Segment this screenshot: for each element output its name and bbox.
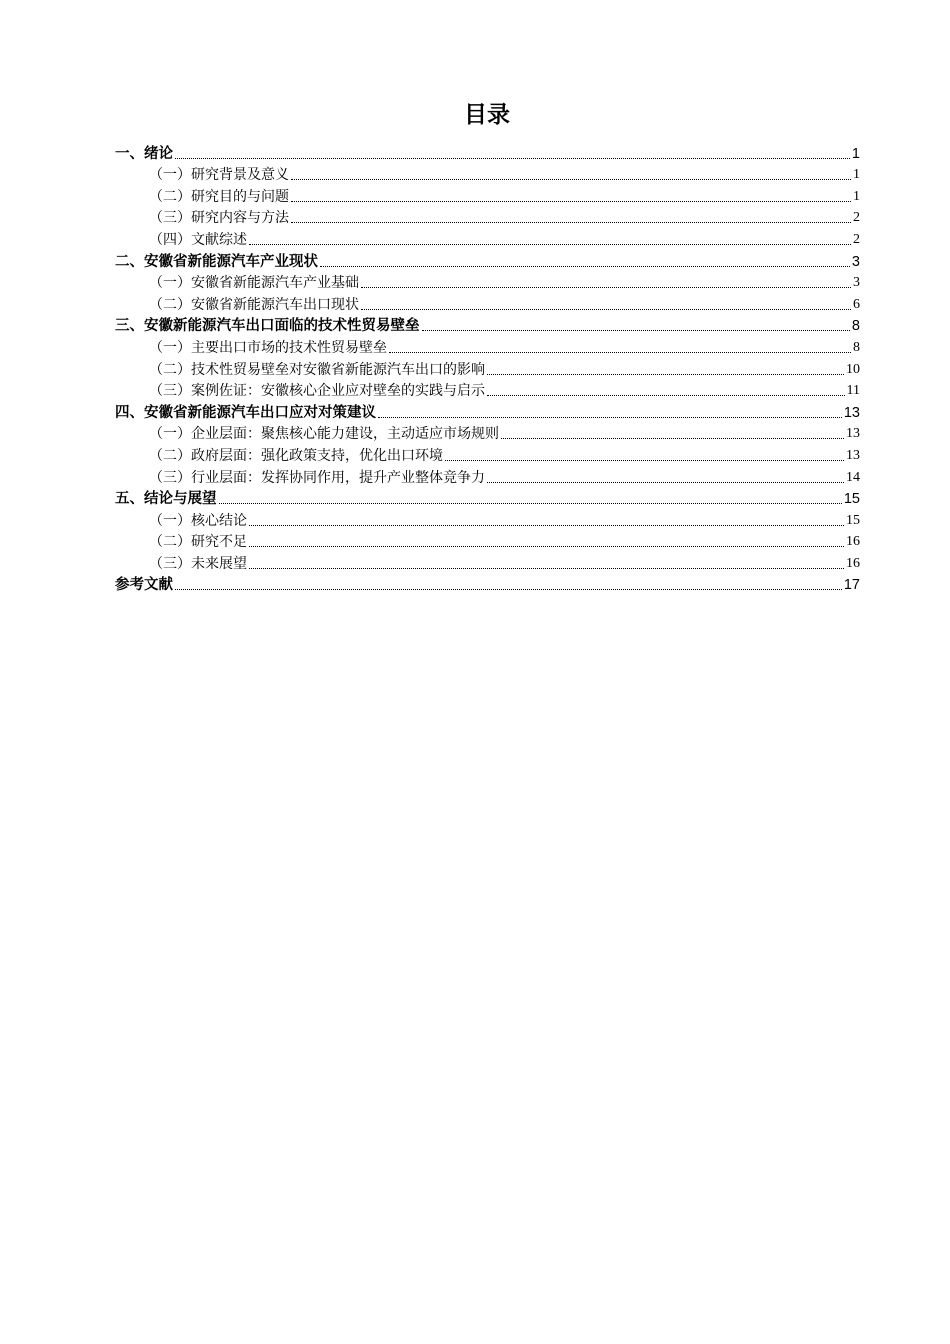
dot-leader xyxy=(291,221,851,223)
toc-entry-label: （一）企业层面：聚焦核心能力建设，主动适应市场规则 xyxy=(149,426,499,443)
toc-entry-section[interactable] xyxy=(115,379,860,401)
dot-leader xyxy=(320,265,850,267)
toc-entry-section[interactable] xyxy=(115,551,860,573)
toc-entry-page: 6 xyxy=(853,296,860,312)
toc-entry-page: 1 xyxy=(853,188,860,204)
dot-leader xyxy=(249,524,844,526)
toc-entry-label: 二、安徽省新能源汽车产业现状 xyxy=(115,253,318,270)
toc-entry-label: 参考文献 xyxy=(115,577,173,594)
toc-entry-label: （一）主要出口市场的技术性贸易壁垒 xyxy=(149,339,387,356)
toc-entry-page: 8 xyxy=(853,339,860,355)
toc-entry-page: 13 xyxy=(846,426,860,442)
toc-entry-label: （二）政府层面：强化政策支持，优化出口环境 xyxy=(149,447,443,464)
dot-leader xyxy=(249,243,851,245)
dot-leader xyxy=(487,394,845,396)
toc-entry-section[interactable] xyxy=(115,357,860,379)
toc-entry-page: 16 xyxy=(846,534,860,550)
dot-leader xyxy=(175,157,850,159)
toc-entry-page: 11 xyxy=(846,383,860,399)
toc-entry-label: （二）技术性贸易壁垒对安徽省新能源汽车出口的影响 xyxy=(149,361,485,378)
toc-entry-label: （一）安徽省新能源汽车产业基础 xyxy=(149,275,359,292)
dot-leader xyxy=(291,200,851,202)
toc-entry-label: （四）文献综述 xyxy=(149,231,247,248)
toc-entry-page: 3 xyxy=(851,253,860,270)
toc-entry-section[interactable] xyxy=(115,184,860,206)
toc-entry-section[interactable] xyxy=(115,163,860,185)
toc-entry-page: 16 xyxy=(846,555,860,571)
toc-entry-page: 8 xyxy=(851,318,860,335)
dot-leader xyxy=(487,481,844,483)
dot-leader xyxy=(249,567,844,569)
toc-entry-label: （一）核心结论 xyxy=(149,512,247,529)
toc-entry-page: 2 xyxy=(853,210,860,226)
toc-entry-section[interactable] xyxy=(115,443,860,465)
toc-entry-label: （二）研究目的与问题 xyxy=(149,188,289,205)
toc-entry-label: （三）未来展望 xyxy=(149,555,247,572)
toc-entry-chapter-5[interactable] xyxy=(115,487,860,509)
toc-entry-chapter-1[interactable] xyxy=(115,141,860,163)
toc-entry-label: （三）行业层面：发挥协同作用，提升产业整体竞争力 xyxy=(149,469,485,486)
toc-entry-section[interactable] xyxy=(115,292,860,314)
toc-entry-page: 13 xyxy=(846,447,860,463)
dot-leader xyxy=(487,373,844,375)
toc-entry-section[interactable] xyxy=(115,206,860,228)
dot-leader xyxy=(219,502,842,504)
toc-entry-chapter-4[interactable] xyxy=(115,400,860,422)
toc-entry-section[interactable] xyxy=(115,335,860,357)
toc-entry-label: （三）案例佐证：安徽核心企业应对壁垒的实践与启示 xyxy=(149,383,485,400)
toc-entry-section[interactable] xyxy=(115,530,860,552)
toc-entry-label: 五、结论与展望 xyxy=(115,491,217,508)
dot-leader xyxy=(389,351,851,353)
toc-entry-label: 一、绪论 xyxy=(115,145,173,162)
toc-entry-label: （二）安徽省新能源汽车出口现状 xyxy=(149,296,359,313)
toc-entry-section[interactable] xyxy=(115,508,860,530)
toc-entry-label: （二）研究不足 xyxy=(149,534,247,551)
toc-entry-page: 14 xyxy=(846,469,860,485)
toc-entry-page: 2 xyxy=(853,231,860,247)
toc-entry-label: 四、安徽省新能源汽车出口应对对策建议 xyxy=(115,404,376,421)
toc-entry-section[interactable] xyxy=(115,422,860,444)
dot-leader xyxy=(291,178,851,180)
dot-leader xyxy=(361,308,851,310)
toc-entry-page: 13 xyxy=(843,404,860,421)
toc-entry-page: 3 xyxy=(853,275,860,291)
toc-entry-references[interactable] xyxy=(115,573,860,595)
dot-leader xyxy=(501,437,844,439)
toc-entry-chapter-3[interactable] xyxy=(115,314,860,336)
dot-leader xyxy=(445,459,844,461)
toc-entry-section[interactable] xyxy=(115,465,860,487)
toc-entry-page: 15 xyxy=(843,491,860,508)
dot-leader xyxy=(249,545,844,547)
toc-entry-page: 1 xyxy=(853,167,860,183)
toc-entry-page: 10 xyxy=(846,361,860,377)
toc-entry-label: （一）研究背景及意义 xyxy=(149,167,289,184)
dot-leader xyxy=(422,329,850,331)
dot-leader xyxy=(378,416,842,418)
toc-entry-page: 1 xyxy=(851,145,860,162)
table-of-contents xyxy=(115,141,860,594)
toc-entry-page: 15 xyxy=(846,512,860,528)
toc-entry-chapter-2[interactable] xyxy=(115,249,860,271)
dot-leader xyxy=(361,286,851,288)
toc-entry-page: 17 xyxy=(843,577,860,594)
toc-entry-section[interactable] xyxy=(115,271,860,293)
toc-entry-section[interactable] xyxy=(115,227,860,249)
dot-leader xyxy=(175,588,842,590)
toc-entry-label: （三）研究内容与方法 xyxy=(149,210,289,227)
toc-entry-label: 三、安徽新能源汽车出口面临的技术性贸易壁垒 xyxy=(115,318,420,335)
toc-title: 目录 xyxy=(464,102,510,128)
